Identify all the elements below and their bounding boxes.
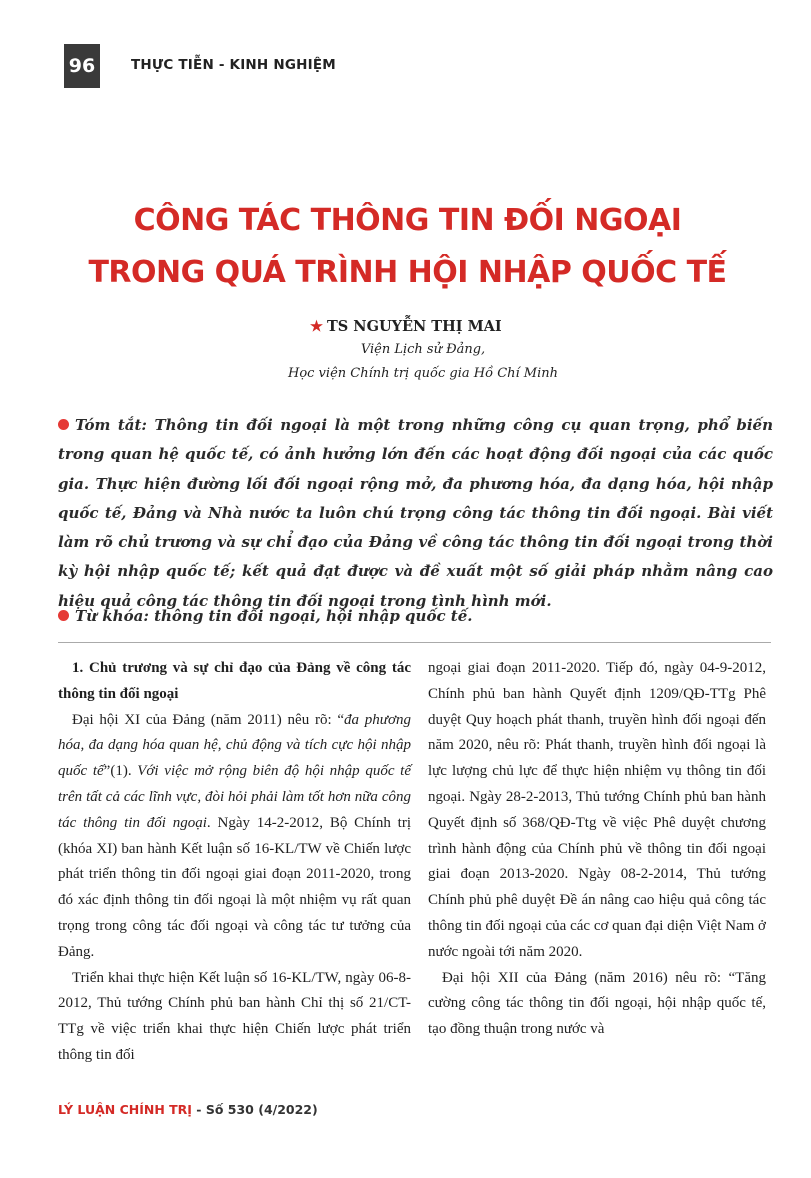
abstract [58,411,773,616]
p1-quote: đa phương hóa, đa dạng hóa quan hệ, chủ động và tích cực hội nhập quốc tế [58,711,411,780]
journal-issue: - Số 530 (4/2022) [191,1102,318,1117]
footnote-ref: ”(1) [103,763,128,780]
author-affiliation-2: Học viện Chính trị quốc gia Hồ Chí Minh [287,366,559,381]
body-column-left [58,656,411,1069]
section-heading: 1. Chủ trương và sự chỉ đạo của Đảng về công tác thông tin đối ngoại [58,660,411,702]
page-number: 96 [64,44,100,88]
abstract-text: Thông tin đối ngoại là một trong những công cụ quan trọng, phổ biến trong quan hệ quốc tế, có ảnh hưởng lớn đến các hoạt động đối ngoại của các quốc gia. Thực hiện đường lối đối ngoại rộng mở, đa phương hóa, đa dạng hóa, hội nhập quốc tế, Đảng và Nhà nước ta luôn chú trọng công tác thông tin đối ngoại. Bài viết làm rõ chủ trương và sự chỉ đạo của Đảng về công tác thông tin đối ngoại trong thời kỳ hội nhập quốc tế; kết quả đạt được và đề xuất một số giải pháp nhằm nâng cao hiệu quả công tác thông tin đối ngoại trong tình hình mới. [58,416,773,610]
footer [58,1102,318,1117]
author-name [310,318,502,335]
keywords [58,607,473,625]
abstract-label: Tóm tắt: [75,416,147,434]
title-line-2: TRONG QUÁ TRÌNH HỘI NHẬP QUỐC TẾ [88,255,727,290]
title-line-1: CÔNG TÁC THÔNG TIN ĐỐI NGOẠI [133,203,682,238]
p1-sep: . [127,763,138,780]
journal-name: LÝ LUẬN CHÍNH TRỊ [58,1102,192,1117]
paragraph-2-start: Triển khai thực hiện Kết luận số 16-KL/TW, ngày 06-8-2012, Thủ tướng Chính phủ ban hành Chỉ thị số 21/CT-TTg về việc triển khai thực hiện Chiến lược phát triển thông tin đối [58,969,411,1063]
p1-start: Đại hội XI của Đảng (năm 2011) nêu rõ: “ [72,711,345,728]
bullet-dot-icon [58,419,69,430]
body-column-right [428,656,766,1043]
keywords-label: Từ khóa: [75,607,149,625]
divider [58,642,771,643]
article-title [60,195,755,299]
p1-italic: Với việc mở rộng biên độ hội nhập quốc tế trên tất cả các lĩnh vực, đòi hỏi phải làm tốt hơn nữa công tác thông tin đối ngoại [58,763,412,831]
paragraph-1 [58,708,411,966]
bullet-dot-icon [58,610,69,621]
author-affiliation-1: Viện Lịch sử Đảng, [360,342,486,357]
star-icon: ★ [310,318,323,335]
keywords-text: thông tin đối ngoại, hội nhập quốc tế. [154,607,473,625]
section-label: THỰC TIỄN - KINH NGHIỆM [131,57,336,73]
author-name-text: TS NGUYỄN THỊ MAI [327,318,502,335]
p1-rest: . Ngày 14-2-2012, Bộ Chính trị (khóa XI) ban hành Kết luận số 16-KL/TW về Chiến lược phát triển thông tin đối ngoại giai đoạn 2011-2020, trong đó xác định thông tin đối ngoại là một nhiệm vụ rất quan trọng trong công tác đối ngoại và công tác tư tưởng của Đảng. [58,814,411,960]
paragraph-2-continued: ngoại giai đoạn 2011-2020. Tiếp đó, ngày 04-9-2012, Chính phủ ban hành Quyết định 1209/QĐ-TTg Phê duyệt Quy hoạch phát thanh, truyền hình đối ngoại đến năm 2020, nêu rõ: Phát thanh, truyền hình đối ngoại là lực lượng chủ lực để thực hiện nhiệm vụ thông tin đối ngoại. Ngày 28-2-2013, Thủ tướng Chính phủ ban hành Quyết định số 368/QĐ-Ttg về việc Phê duyệt chương trình hành động của Chính phủ về thông tin đối ngoại giai đoạn 2013-2020. Ngày 08-2-2014, Thủ tướng Chính phủ phê duyệt Đề án nâng cao hiệu quả công tác thông tin đối ngoại của các cơ quan đại diện Việt Nam ở nước ngoài tới năm 2020. [428,660,766,960]
paragraph-3: Đại hội XII của Đảng (năm 2016) nêu rõ: “Tăng cường công tác thông tin đối ngoại, hội nhập quốc tế, tạo đồng thuận trong nước và [428,969,766,1038]
